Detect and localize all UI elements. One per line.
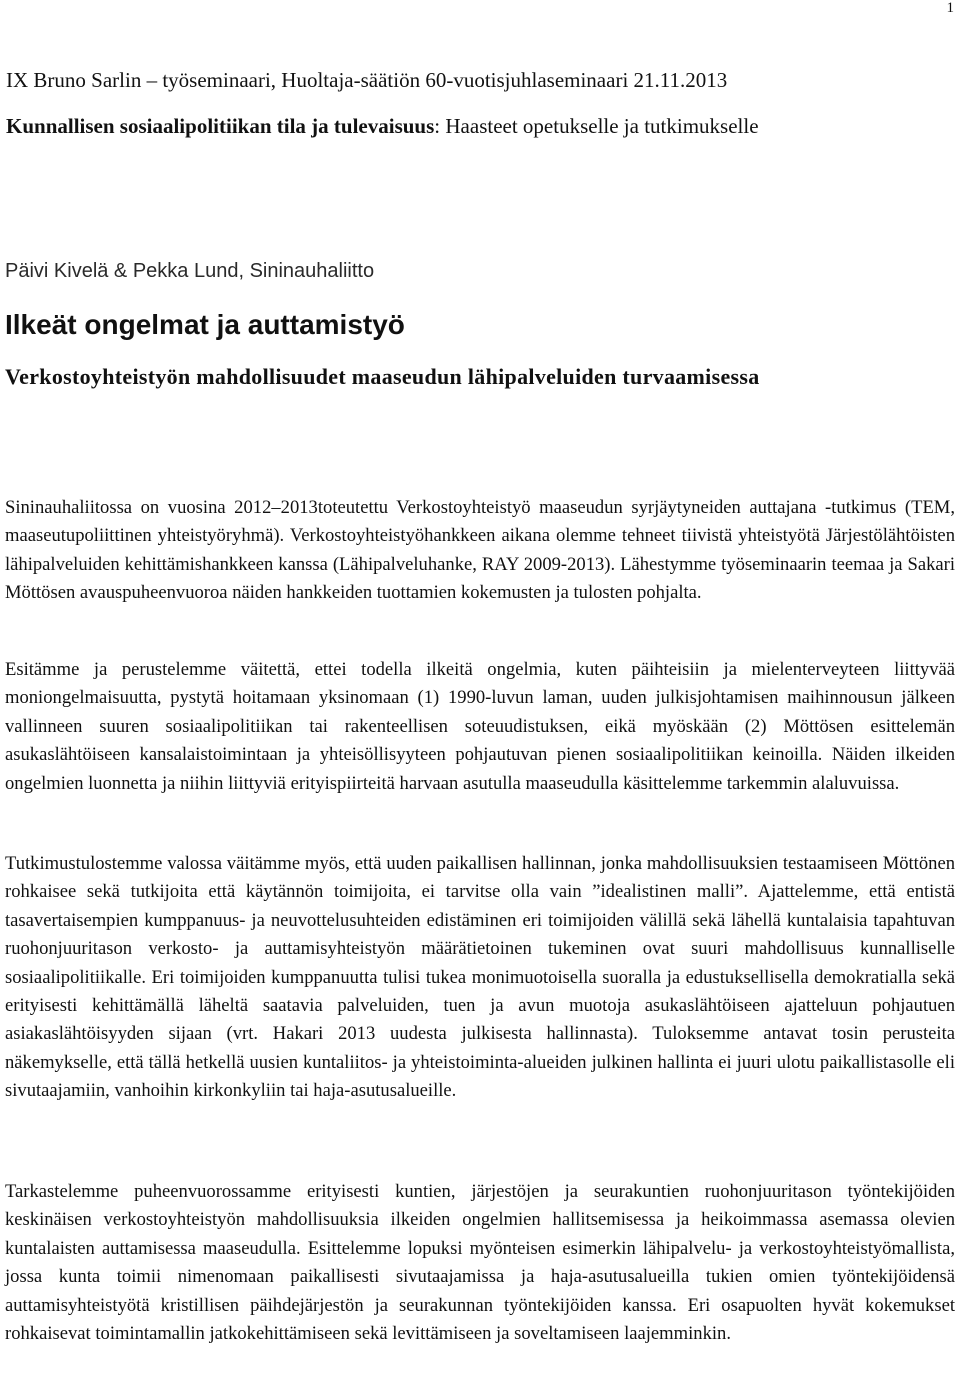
article-title: Ilkeät ongelmat ja auttamistyö — [5, 309, 405, 340]
page-number: 1 — [946, 0, 954, 16]
theme-header-rest: : Haasteet opetukselle ja tutkimukselle — [434, 114, 759, 138]
body-paragraph-2: Esitämme ja perustelemme väitettä, ettei todella ilkeitä ongelmia, kuten päihteisiin ja mielenterveyteen liittyvää moniongelmaisuutta, pystytä hoitamaan yksinomaan (1) 1990-luvun laman, uuden julkisjohtamisen maihinnousun jälkeen vallinneen suuren sosiaalipolitiikan tai rakenteellisen soteuudistuksen, eikä myöskään (2) Möttösen esittelemän asukaslähtöiseen kansalaistoimintaan ja yhteisöllisyyteen pohjautuvan pienen sosiaalipolitiikan keinoilla. Näiden ilkeiden ongelmien luonnetta ja niihin liittyviä erityispiirteitä harvaan asutulla maaseudulla käsittelemme tarkemmin alaluvuissa. — [5, 659, 955, 794]
authors-line: Päivi Kivelä & Pekka Lund, Sininauhaliitto — [5, 260, 375, 282]
article-subtitle: Verkostoyhteistyön mahdollisuudet maaseudun lähipalveluiden turvaamisessa — [5, 364, 760, 389]
theme-header — [6, 113, 759, 139]
theme-header-bold: Kunnallisen sosiaalipolitiikan tila ja tulevaisuus — [6, 114, 435, 138]
event-header-text: IX Bruno Sarlin – työseminaari, Huoltaja-säätiön 60-vuotisjuhlaseminaari 21.11.2013 — [6, 68, 728, 92]
body-paragraph-4: Tarkastelemme puheenvuorossamme erityisesti kuntien, järjestöjen ja seurakuntien ruohonjuuritason työntekijöiden keskinäisen verkostoyhteistyön mahdollisuuksia ilkeiden ongelmien hallitsemisessa ja heikoimmassa asemassa olevien kuntalaisten auttamisessa maaseudulla. Esittelemme lopuksi myönteisen esimerkin lähipalvelu- ja verkostoyhteistyömallista, jossa kunta toimii nimenomaan paikallisesti sivutaajamissa ja haja-asutusalueilla tukien omien työntekijöidensä auttamisyhteistyötä kristillisen päihdejärjestön ja seurakunnan työntekijöiden kanssa. Eri osapuolten hyvät kokemukset rohkaisevat toimintamallin jatkokehittämiseen sekä levittämiseen ja soveltamiseen laajemminkin. — [5, 1181, 955, 1345]
body-paragraph-3: Tutkimustulostemme valossa väitämme myös, että uuden paikallisen hallinnan, jonka mahdollisuuksien testaamiseen Möttönen rohkaisee sekä tutkijoita että käytännön toimijoita, ei tarvitse olla vain ”idealistinen malli”. Ajattelemme, että entistä tasavertaisempien kumppanuus- ja neuvottelusuhteiden edistäminen eri toimijoiden välillä sekä lähellä kuntalaisia tapahtuvan ruohonjuuritason verkosto- ja auttamisyhteistyön määrätietoinen tukeminen ovat suuri mahdollisuus kunnalliselle sosiaalipolitiikalle. Eri toimijoiden kumppanuutta tulisi tukea monimuotoisella suoralla ja edustuksellisella demokratialla sekä erityisesti kehittämällä läheltä saatavia palveluiden, tuen ja avun muotoja asukaslähtöiseen ajatteluun pohjautuen asiakaslähtöisyyden sijaan (vrt. Hakari 2013 uudesta julkisesta hallinnasta). Tuloksemme antavat tosin perusteita näkemykselle, että tällä hetkellä uusien kuntaliitos- ja yhteistoiminta-alueiden julkinen hallinta ei juuri ulotu paikallistasolle eli sivutaajamiin, vanhoihin kirkonkyliin tai haja-asutusalueille. — [5, 853, 955, 1102]
event-header — [6, 67, 727, 93]
body-paragraph-1: Sininauhaliitossa on vuosina 2012–2013toteutettu Verkostoyhteistyö maaseudun syrjäytyneiden auttajana -tutkimus (TEM, maaseutupoliittinen yhteistyöryhmä). Verkostoyhteistyöhankkeen aikana olemme tehneet tiivistä yhteistyötä Järjestölähtöisten lähipalveluiden kehittämishankkeen kanssa (Lähipalveluhanke, RAY 2009-2013). Lähestymme työseminaarin teemaa ja Sakari Möttösen avauspuheenvuoroa näiden hankkeiden tuottamien kokemusten ja tulosten pohjalta. — [5, 497, 955, 604]
